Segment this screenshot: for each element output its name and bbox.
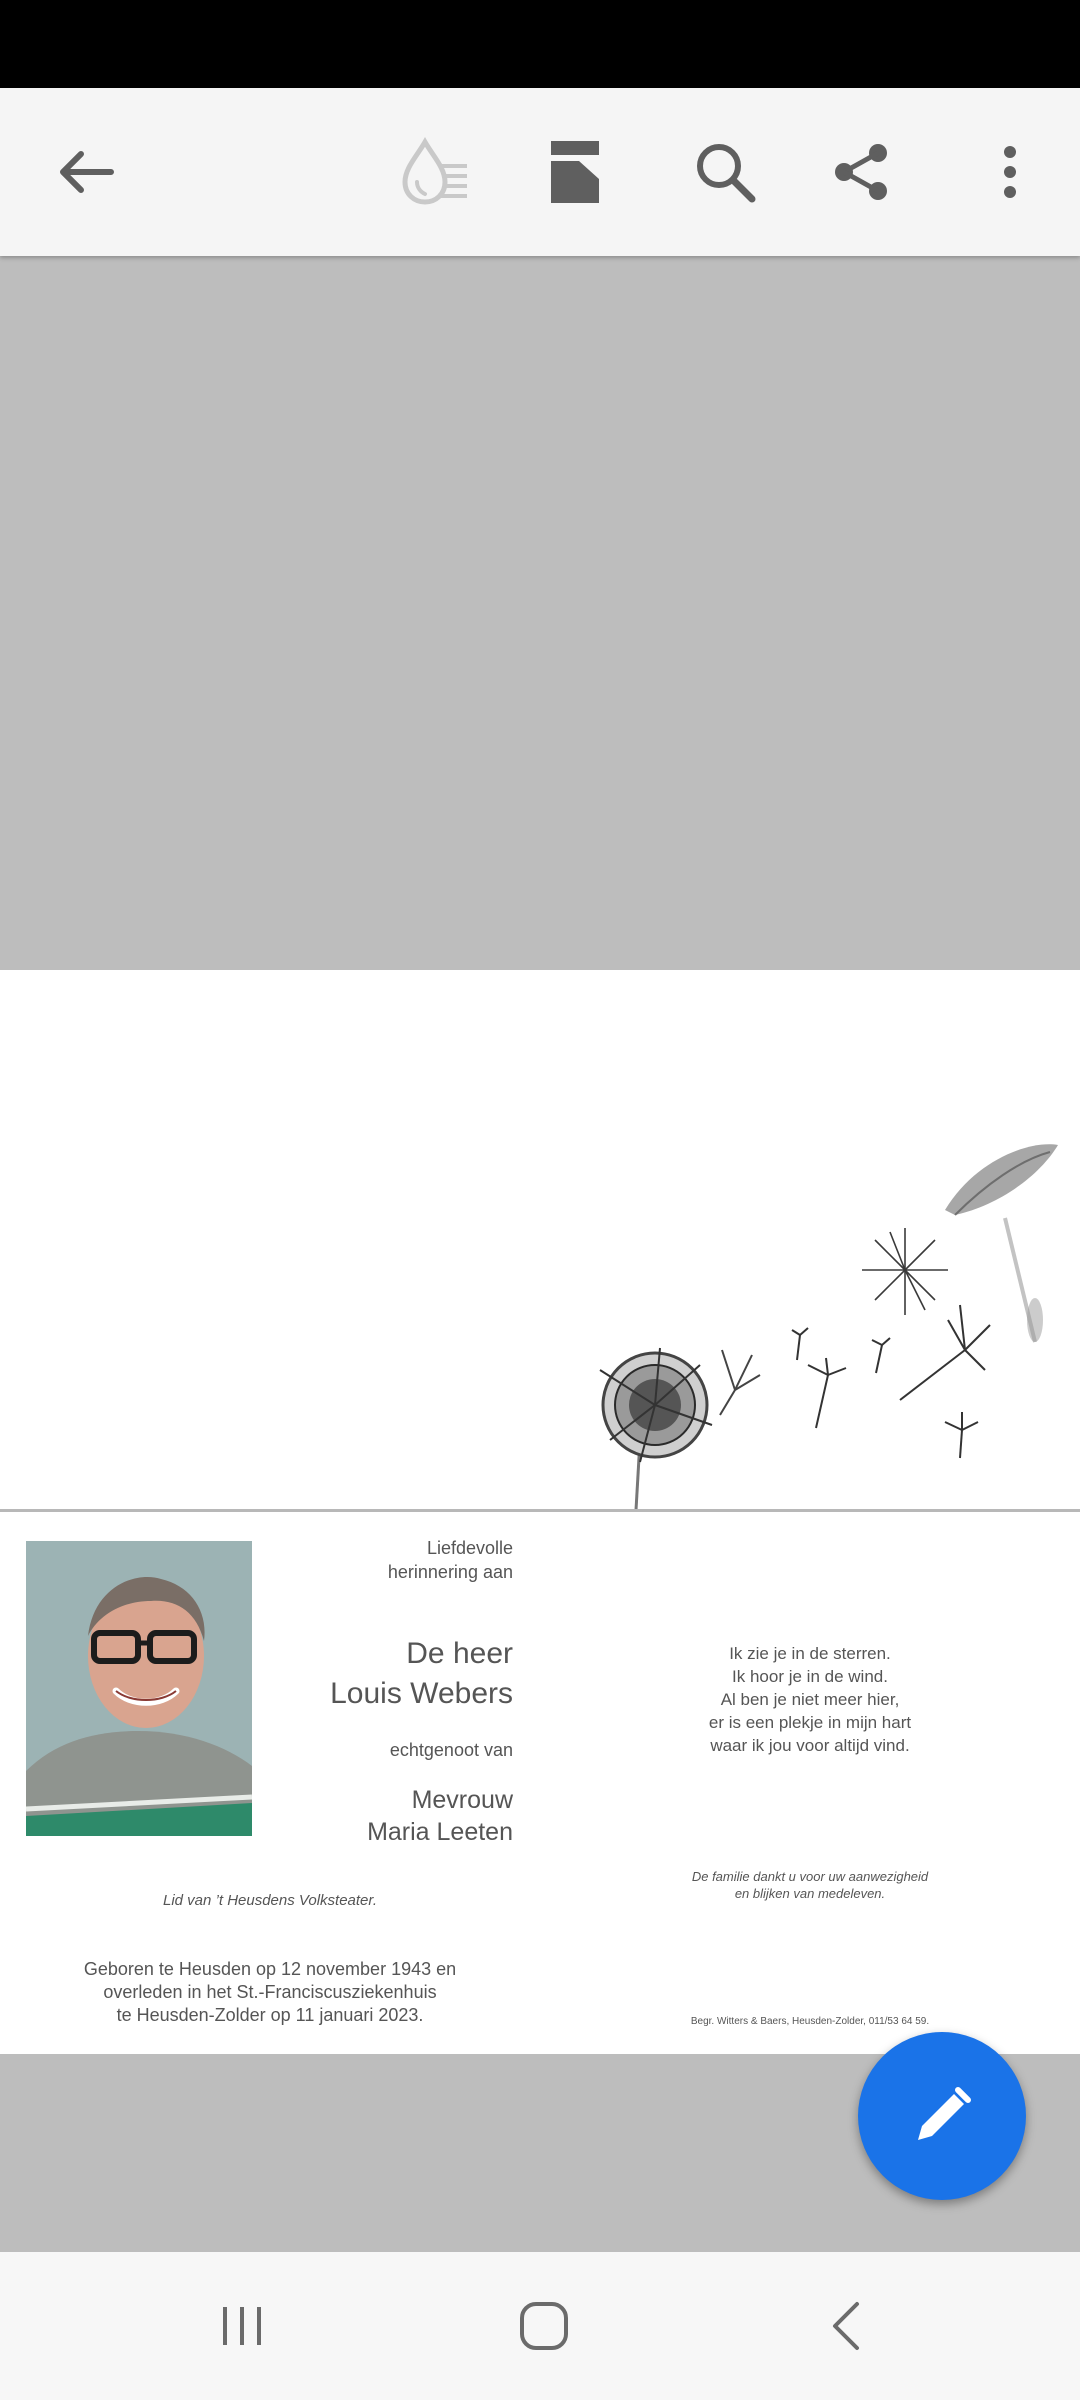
birth-death-text: [40, 1958, 500, 2027]
page-layout-icon[interactable]: [530, 88, 620, 256]
poem-line: Ik hoor je in de wind.: [732, 1667, 888, 1686]
status-bar: [0, 0, 1080, 88]
poem-line: Ik zie je in de sterren.: [729, 1644, 891, 1663]
thanks-text: [640, 1868, 980, 1902]
poem-line: er is een plekje in mijn hart: [708, 1713, 912, 1732]
back-arrow-icon[interactable]: [40, 88, 130, 256]
edit-fab[interactable]: [858, 2032, 1026, 2200]
name-full: Louis Webers: [330, 1677, 513, 1710]
card-cover: [0, 970, 1080, 1510]
document-page: [0, 970, 1080, 2054]
share-icon[interactable]: [816, 88, 906, 256]
more-vert-icon[interactable]: [975, 88, 1045, 256]
dandelion-illustration: [0, 970, 1080, 1510]
intro-line-1: Liefdevolle: [426, 1538, 513, 1558]
portrait-photo: [26, 1541, 252, 1836]
home-icon[interactable]: [464, 2252, 624, 2400]
search-icon[interactable]: [680, 88, 770, 256]
edit-pencil-icon: [910, 2084, 974, 2148]
document-viewer[interactable]: [0, 256, 1080, 2252]
birth-line: Geboren te Heusden op 12 november 1943 en: [83, 1959, 457, 1979]
poem-line: Al ben je niet meer hier,: [720, 1690, 900, 1709]
poem-line: waar ik jou voor altijd vind.: [710, 1736, 910, 1755]
spouse-title: Mevrouw: [411, 1786, 513, 1814]
funeral-home-text: Begr. Witters & Baers, Heusden-Zolder, 011/53 64 59.: [690, 2016, 930, 2027]
recent-apps-icon[interactable]: [162, 2252, 322, 2400]
top-toolbar: [0, 88, 1080, 256]
name-title: De heer: [406, 1637, 513, 1670]
intro-text: [290, 1536, 513, 1584]
reading-mode-icon[interactable]: [390, 88, 480, 256]
spouse-full: Maria Leeten: [367, 1818, 513, 1846]
membership-text: Lid van ’t Heusdens Volksteater.: [162, 1892, 377, 1909]
card-fold-line: [0, 1509, 1080, 1512]
death-line: overleden in het St.-Franciscusziekenhuis: [103, 1982, 437, 2002]
deceased-name: [290, 1634, 513, 1714]
thanks-line-2: en blijken van medeleven.: [734, 1886, 886, 1901]
spouse-name: [290, 1784, 513, 1848]
death-place-line: te Heusden-Zolder op 11 januari 2023.: [116, 2005, 424, 2025]
back-icon[interactable]: [766, 2252, 926, 2400]
intro-line-2: herinnering aan: [387, 1562, 513, 1582]
system-nav-bar: [0, 2252, 1080, 2400]
thanks-line-1: De familie dankt u voor uw aanwezigheid: [691, 1869, 929, 1884]
poem: [640, 1642, 980, 1757]
spouse-intro: echtgenoot van: [389, 1740, 513, 1760]
